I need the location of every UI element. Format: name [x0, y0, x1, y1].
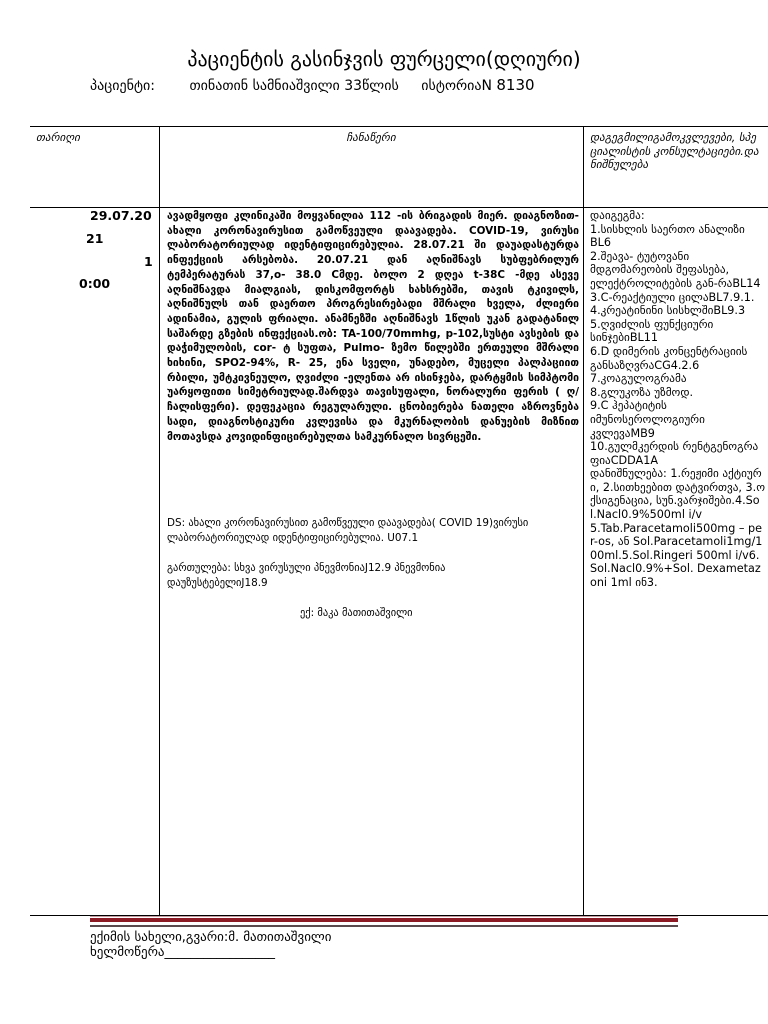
plan-line: 10.გულმკერდის რენტგენოგრაფიაCDDA1A	[590, 440, 759, 467]
doctor-name: ექიმის სახელი,გვარი:მ. მათითაშვილი	[90, 930, 332, 945]
plan-list	[590, 209, 766, 590]
row-time: 0:00	[79, 276, 111, 291]
plan-line: დანიშნულება: 1.რეჟიმი აქტიური, 2.სითხეებით დატვირთვა, 3.ოქსიგენაცია, სუნ.ვარჯიშები.4.Sol.Nacl0.9%500ml i/v	[590, 467, 766, 522]
patient-label: პაციენტი:	[90, 78, 156, 94]
table-top-border	[30, 126, 768, 127]
header-plan: დაგეგმილიგამოკვლევები, სპეციალისტის კონსულტაციები.დანიშნულება	[590, 131, 759, 171]
row-date-part1: 29.07.20	[90, 208, 152, 223]
diagnosis: DS: ახალი კორონავირუსით გამოწვეული დაავადება( COVID 19)ვირუსი ლაბორატორიულად იდენტიფიცირებულია. U07.1	[167, 517, 529, 544]
history-number: 8130	[496, 76, 535, 94]
plan-line: 5.ღვიძლის ფუნქციური სინჯებიBL11	[590, 317, 714, 345]
header-record: ჩანაწერი	[346, 131, 396, 144]
history-label: ისტორიაN	[421, 78, 492, 94]
header-date: თარიღი	[36, 131, 80, 144]
page-title: პაციენტის გასინჯვის ფურცელი(დღიური)	[187, 47, 581, 71]
row-date-part2: 21	[86, 231, 104, 246]
clinical-note: ავადმყოფი კლინიკაში მოყვანილია 112 -ის ბრიგადის მიერ. დიაგნოზით-ახალი კორონავირუსით გამოწვეული დაავადება. COVID-19, ვირუსი ლაბორატორიულად იდენტიფიცირებულია. 28.07.21 ში დაუადასტურდა ინფექციის არსებობა. 20.07.21 დან აღნიშნავს სუბფებრილურ ტემპერატურას 37,о- 38.0 Cმდე. ბოლო 2 დღეა t-38C -მდე ასევე აღნიშნავდა მიალგიას, დისკომფორტს ხახსრებში, თავის ტკივილს, აღნიშნულს თან დაერთო პროგრესირებადი მშრალი ხველა, ძლიერი ადინამია, გულის ფრიალი. ანამნეზში აღნიშნავს 1წლის უკან გადატანილ საშარდე გზების ინფექციას.ობ: TA-100/70mmhg, p-102,სუსტი ავსების და დაჭიმულობის, cor- ტ სუფთა, Pulmo- ზემო წილებში ერთეული მშრალი ხიხინი, SPO2-94%, R- 25, ენა სველი, უნადებო, მუცელი პალპაციით რბილი, უმტკივნეულო, ღვიძლი -ელენთა არ ისინჯება, დარტყმის სიმპტომი უარყოფითი სიმეტრიულად.შარდვა თავისუფალი, ნორალური ფერის ( ღ/ჩალისფერი). დეფეკაცია რეგულარული. ცნობიერება ნათელი აზროვნება სადი, დიაგნოსტიკური კვლევისა და მკურნალობის დანუების მიზნით მოთავსდა კოვიდინფიცირებულთა სამკურნალო სივრცეში.	[167, 210, 579, 443]
footer-divider-light	[90, 916, 678, 917]
signature-line: ხელმოწერა_________________	[90, 945, 276, 960]
plan-line: 1.სისხლის საერთო ანალიზი BL6	[590, 222, 745, 250]
plan-line: 8.გლუკოზა უზმოდ.	[590, 385, 694, 399]
plan-line: 6.D დიმერის კონცენტრაციის განსაზღვრაCG4.2.6	[590, 344, 748, 372]
patient-name: თინათინ სამნიაშვილი 33წლის	[189, 78, 399, 94]
plan-line: 9.C ჰეპატიტის იმუნოსეროლოგიური კვლევაMB9	[590, 399, 705, 440]
complication: გართულება: სხვა ვირუსული პნევმონიაJ12.9 პნევმონია დაუზუსტებელიJ18.9	[167, 562, 446, 589]
footer-divider-dark	[90, 925, 678, 927]
patient-info	[90, 76, 535, 94]
column-divider-1	[159, 126, 160, 916]
plan-line: 3.C-რეაქტიული ცილაBL7.9.1.	[590, 290, 755, 304]
plan-line: 4.კრეატინინი სისხლშიBL9.3	[590, 304, 746, 318]
plan-line: 5.Tab.Paracetamoli500mg – per-os, ან Sol.Paracetamoli1mg/100ml.5.Sol.Ringeri 500ml i/v6.Sol.Nacl0.9%+Sol. Dexametazoni 1ml ინ3.	[590, 521, 763, 590]
column-divider-2	[583, 126, 584, 916]
plan-line: 7.კოაგულოგრამა	[590, 372, 687, 386]
plan-line: დაიგეგმა:	[590, 209, 645, 222]
plan-line: 2.შეავა- ტუტოვანი მდგომარეობის შეფასება, ელექტროლიტების გან-რაBL14	[590, 249, 761, 290]
footer-divider	[90, 918, 678, 922]
doctor-sign-note: ექ: მაკა მათითაშვილი	[300, 607, 413, 619]
row-date-part3: 1	[144, 254, 153, 269]
